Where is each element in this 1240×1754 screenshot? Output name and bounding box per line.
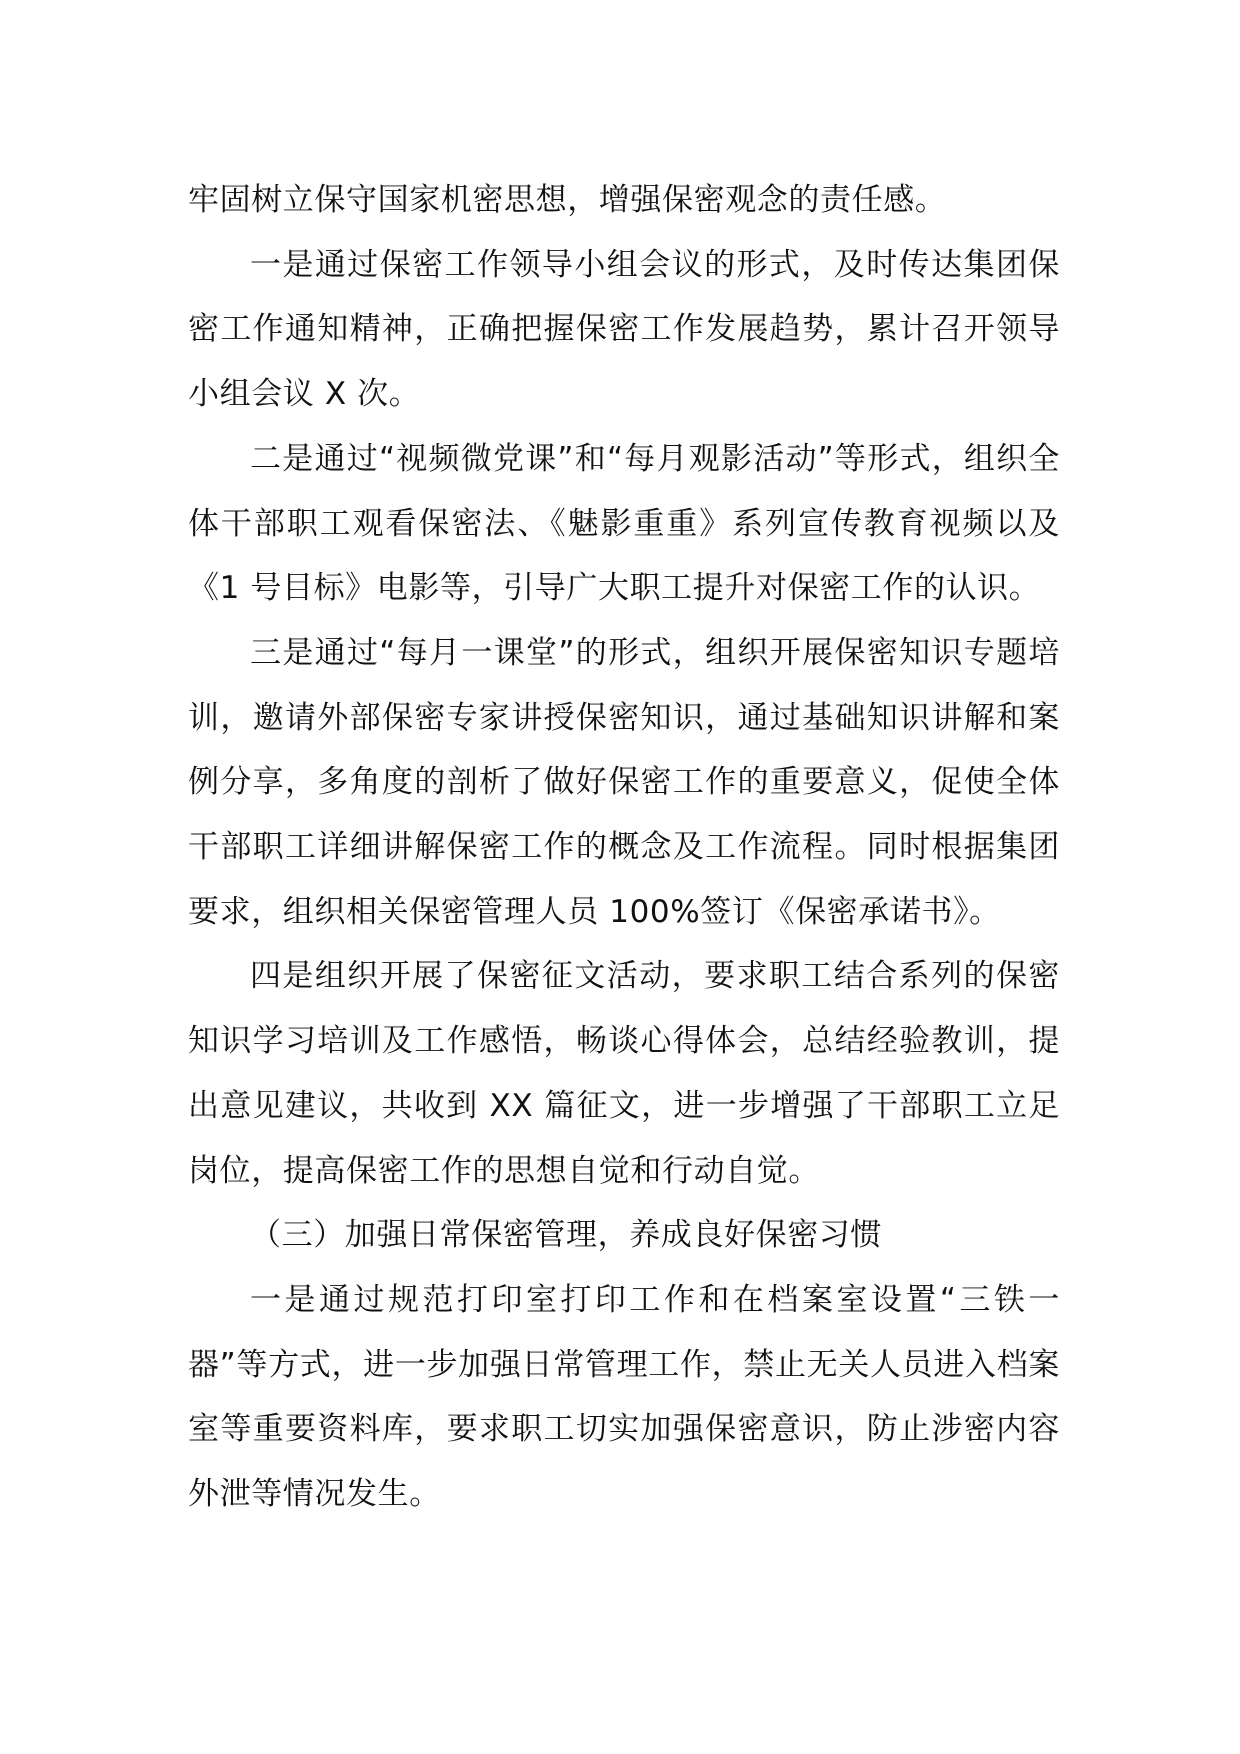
document-body xyxy=(188,168,1060,1527)
paragraph-training: 三是通过“每月一课堂”的形式，组织开展保密知识专题培训，邀请外部保密专家讲授保密知识，通过基础知识讲解和案例分享，多角度的剖析了做好保密工作的重要意义，促使全体干部职工详细讲解保密工作的概念及工作流程。同时根据集团要求，组织相关保密管理人员 100%签订《保密承诺书》。 xyxy=(188,634,1060,930)
paragraph-essay-activity: 四是组织开展了保密征文活动，要求职工结合系列的保密知识学习培训及工作感悟，畅谈心得体会，总结经验教训，提出意见建议，共收到 XX 篇征文，进一步增强了干部职工立足岗位，提高保密工作的思想自觉和行动自觉。 xyxy=(188,958,1060,1189)
paragraph-continuation: 牢固树立保守国家机密思想，增强保密观念的责任感。 xyxy=(188,182,947,218)
section-heading: （三）加强日常保密管理，养成良好保密习惯 xyxy=(250,1217,882,1254)
paragraph-daily-management: 一是通过规范打印室打印工作和在档案室设置“三铁一器”等方式，进一步加强日常管理工作，禁止无关人员进入档案室等重要资料库，要求职工切实加强保密意识，防止涉密内容外泄等情况发生。 xyxy=(188,1281,1060,1513)
paragraph-video-education: 二是通过“视频微党课”和“每月观影活动”等形式，组织全体干部职工观看保密法、《魅影重重》系列宣传教育视频以及《1 号目标》电影等，引导广大职工提升对保密工作的认识。 xyxy=(188,440,1060,607)
paragraph-meeting: 一是通过保密工作领导小组会议的形式，及时传达集团保密工作通知精神，正确把握保密工作发展趋势，累计召开领导小组会议 X 次。 xyxy=(188,246,1060,413)
